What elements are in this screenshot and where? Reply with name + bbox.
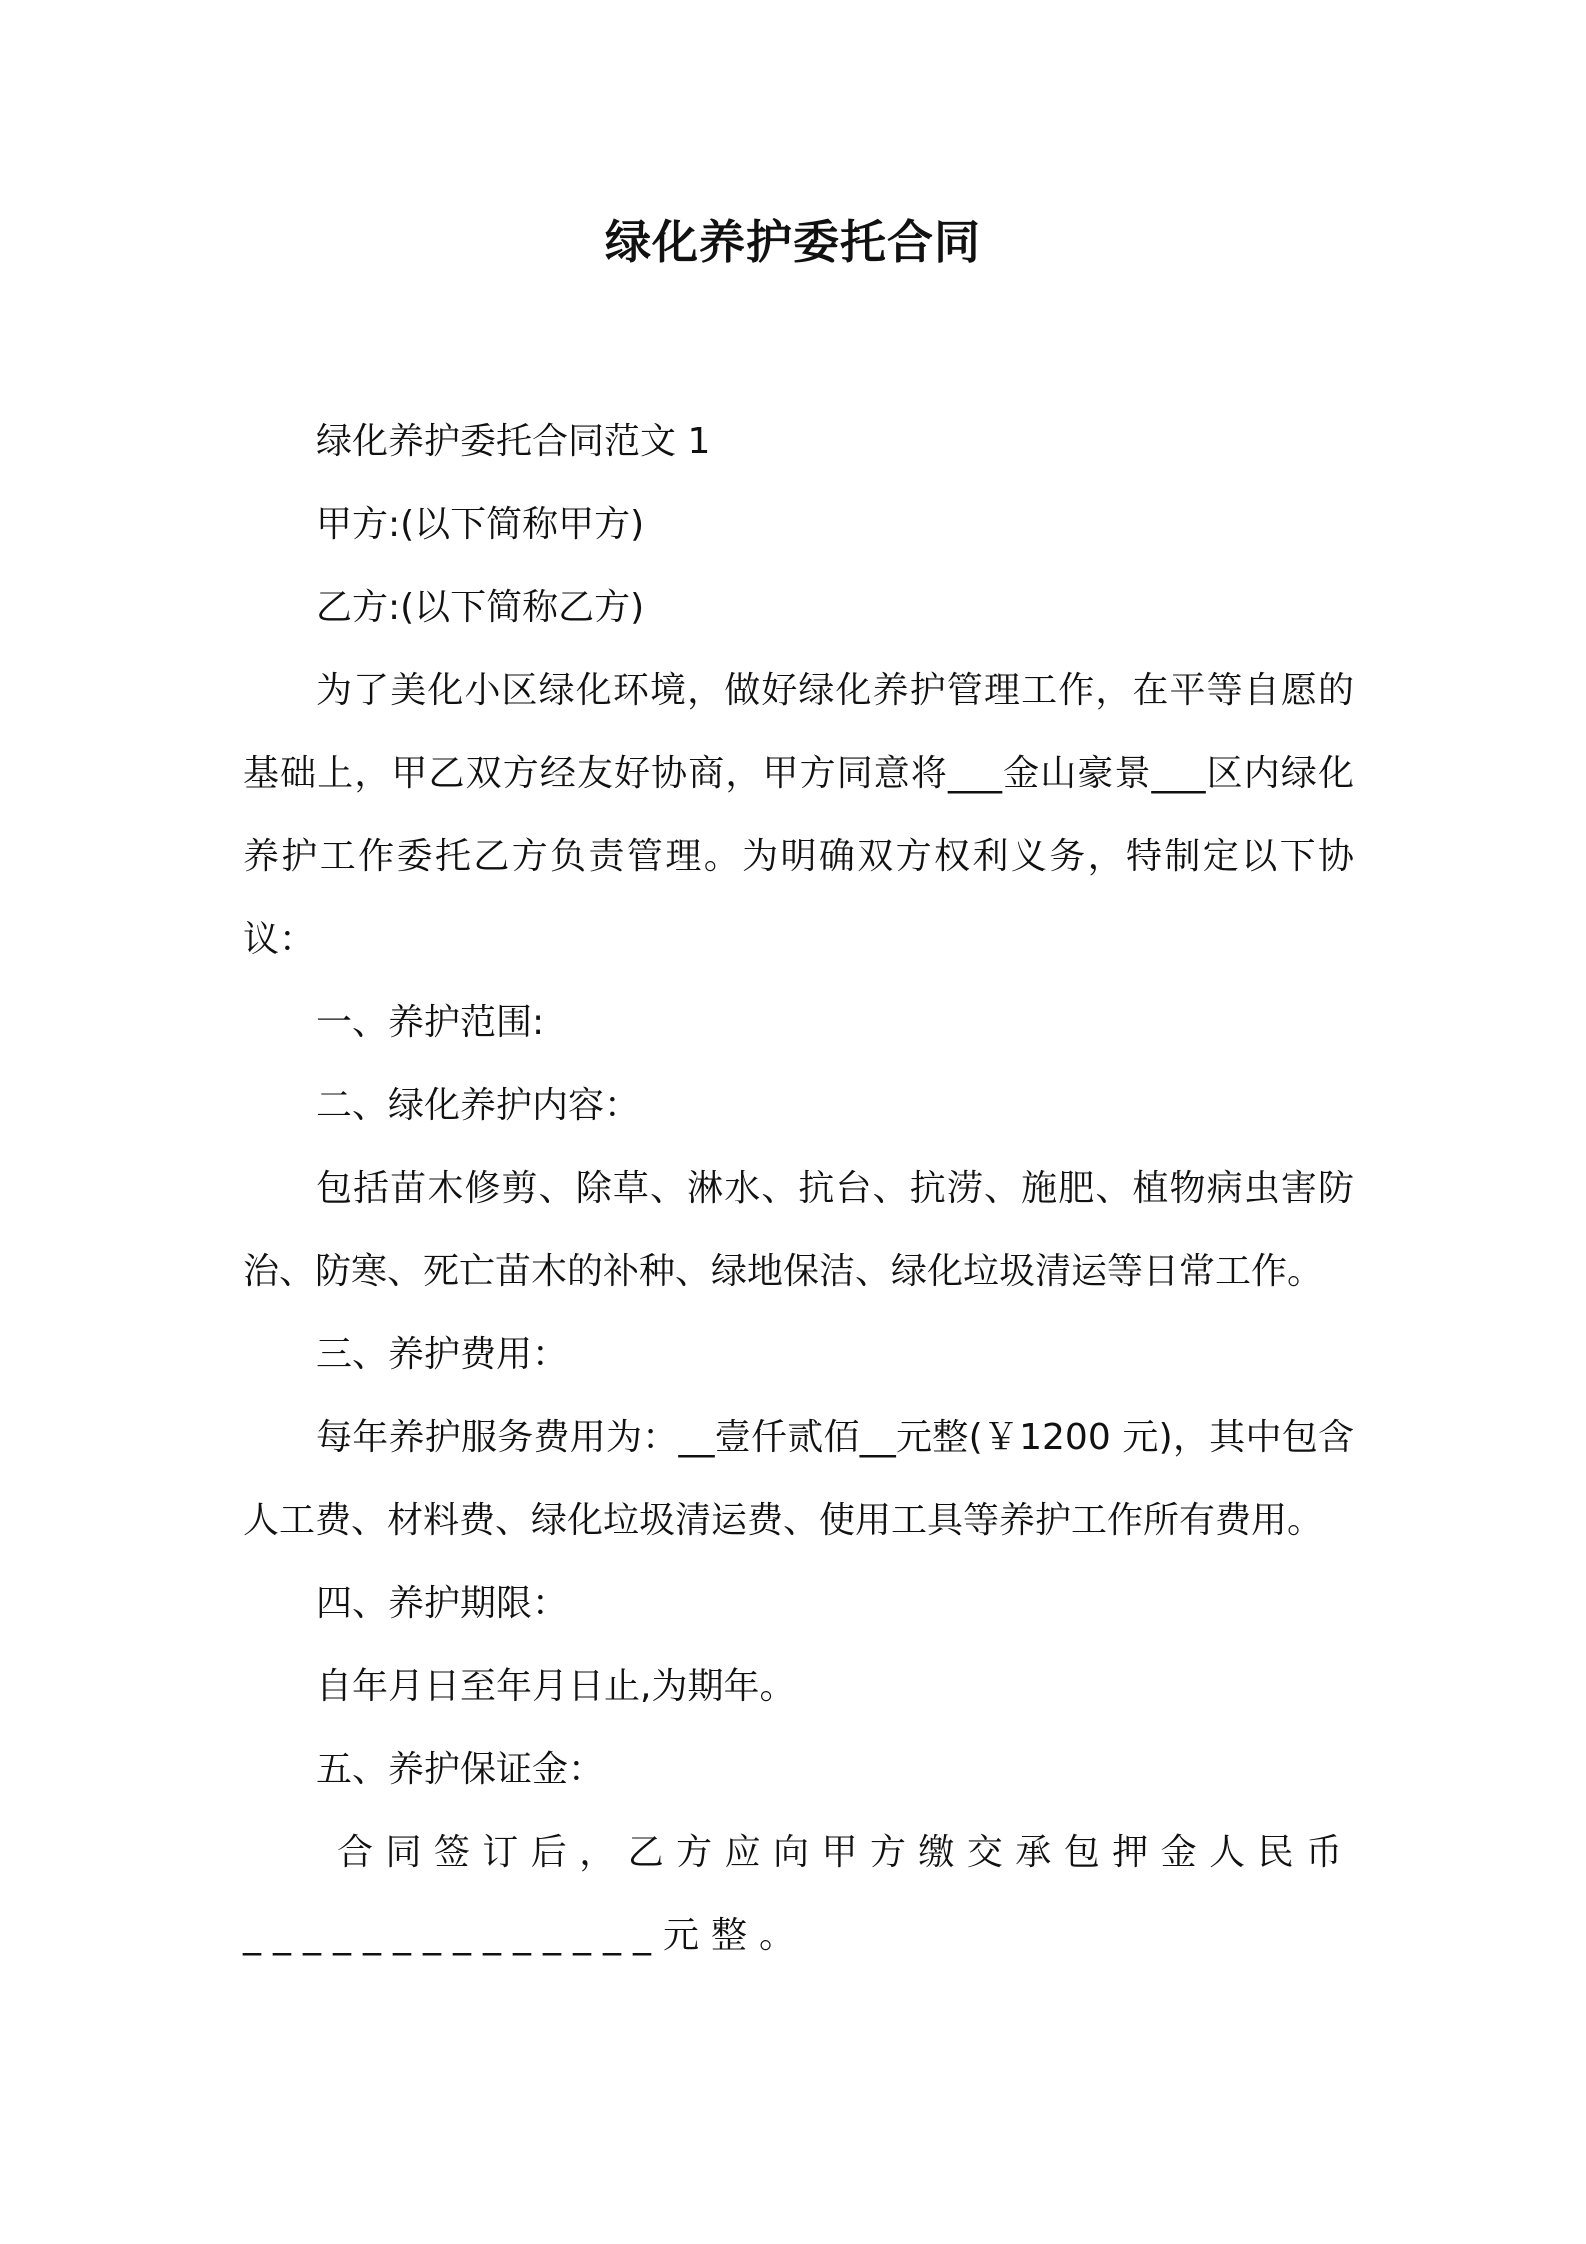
party-a-line: 甲方:(以下简称甲方) (316, 504, 645, 545)
section-2-content: 包括苗木修剪、除草、淋水、抗台、抗涝、施肥、植物病虫害防治、防寒、死亡苗木的补种、绿地保洁、绿化垃圾清运等日常工作。 (243, 1168, 1354, 1292)
preamble-paragraph: 为了美化小区绿化环境，做好绿化养护管理工作，在平等自愿的基础上，甲乙双方经友好协商，甲方同意将___金山豪景___区内绿化养护工作委托乙方负责管理。为明确双方权利义务，特制定以下协议： (243, 670, 1354, 960)
section-5-heading: 五、养护保证金： (316, 1749, 605, 1790)
section-3-content: 每年养护服务费用为：__壹仟贰佰__元整(￥1200 元)，其中包含人工费、材料费、绿化垃圾清运费、使用工具等养护工作所有费用。 (243, 1417, 1354, 1541)
section-3-heading: 三、养护费用： (316, 1334, 569, 1375)
section-2-heading: 二、绿化养护内容： (316, 1085, 641, 1126)
section-1-heading: 一、养护范围: (316, 1002, 545, 1043)
section-4-heading: 四、养护期限： (316, 1583, 569, 1624)
sample-heading: 绿化养护委托合同范文 1 (316, 421, 711, 462)
party-b-line: 乙方:(以下简称乙方) (316, 587, 645, 628)
document-body (243, 400, 1354, 1977)
section-4-content: 自年月日至年月日止,为期年。 (316, 1666, 796, 1707)
document-title: 绿化养护委托合同 (605, 215, 981, 269)
section-5-content: 合同签订后，乙方应向甲方缴交承包押金人民币______________元整。 (243, 1832, 1354, 1956)
